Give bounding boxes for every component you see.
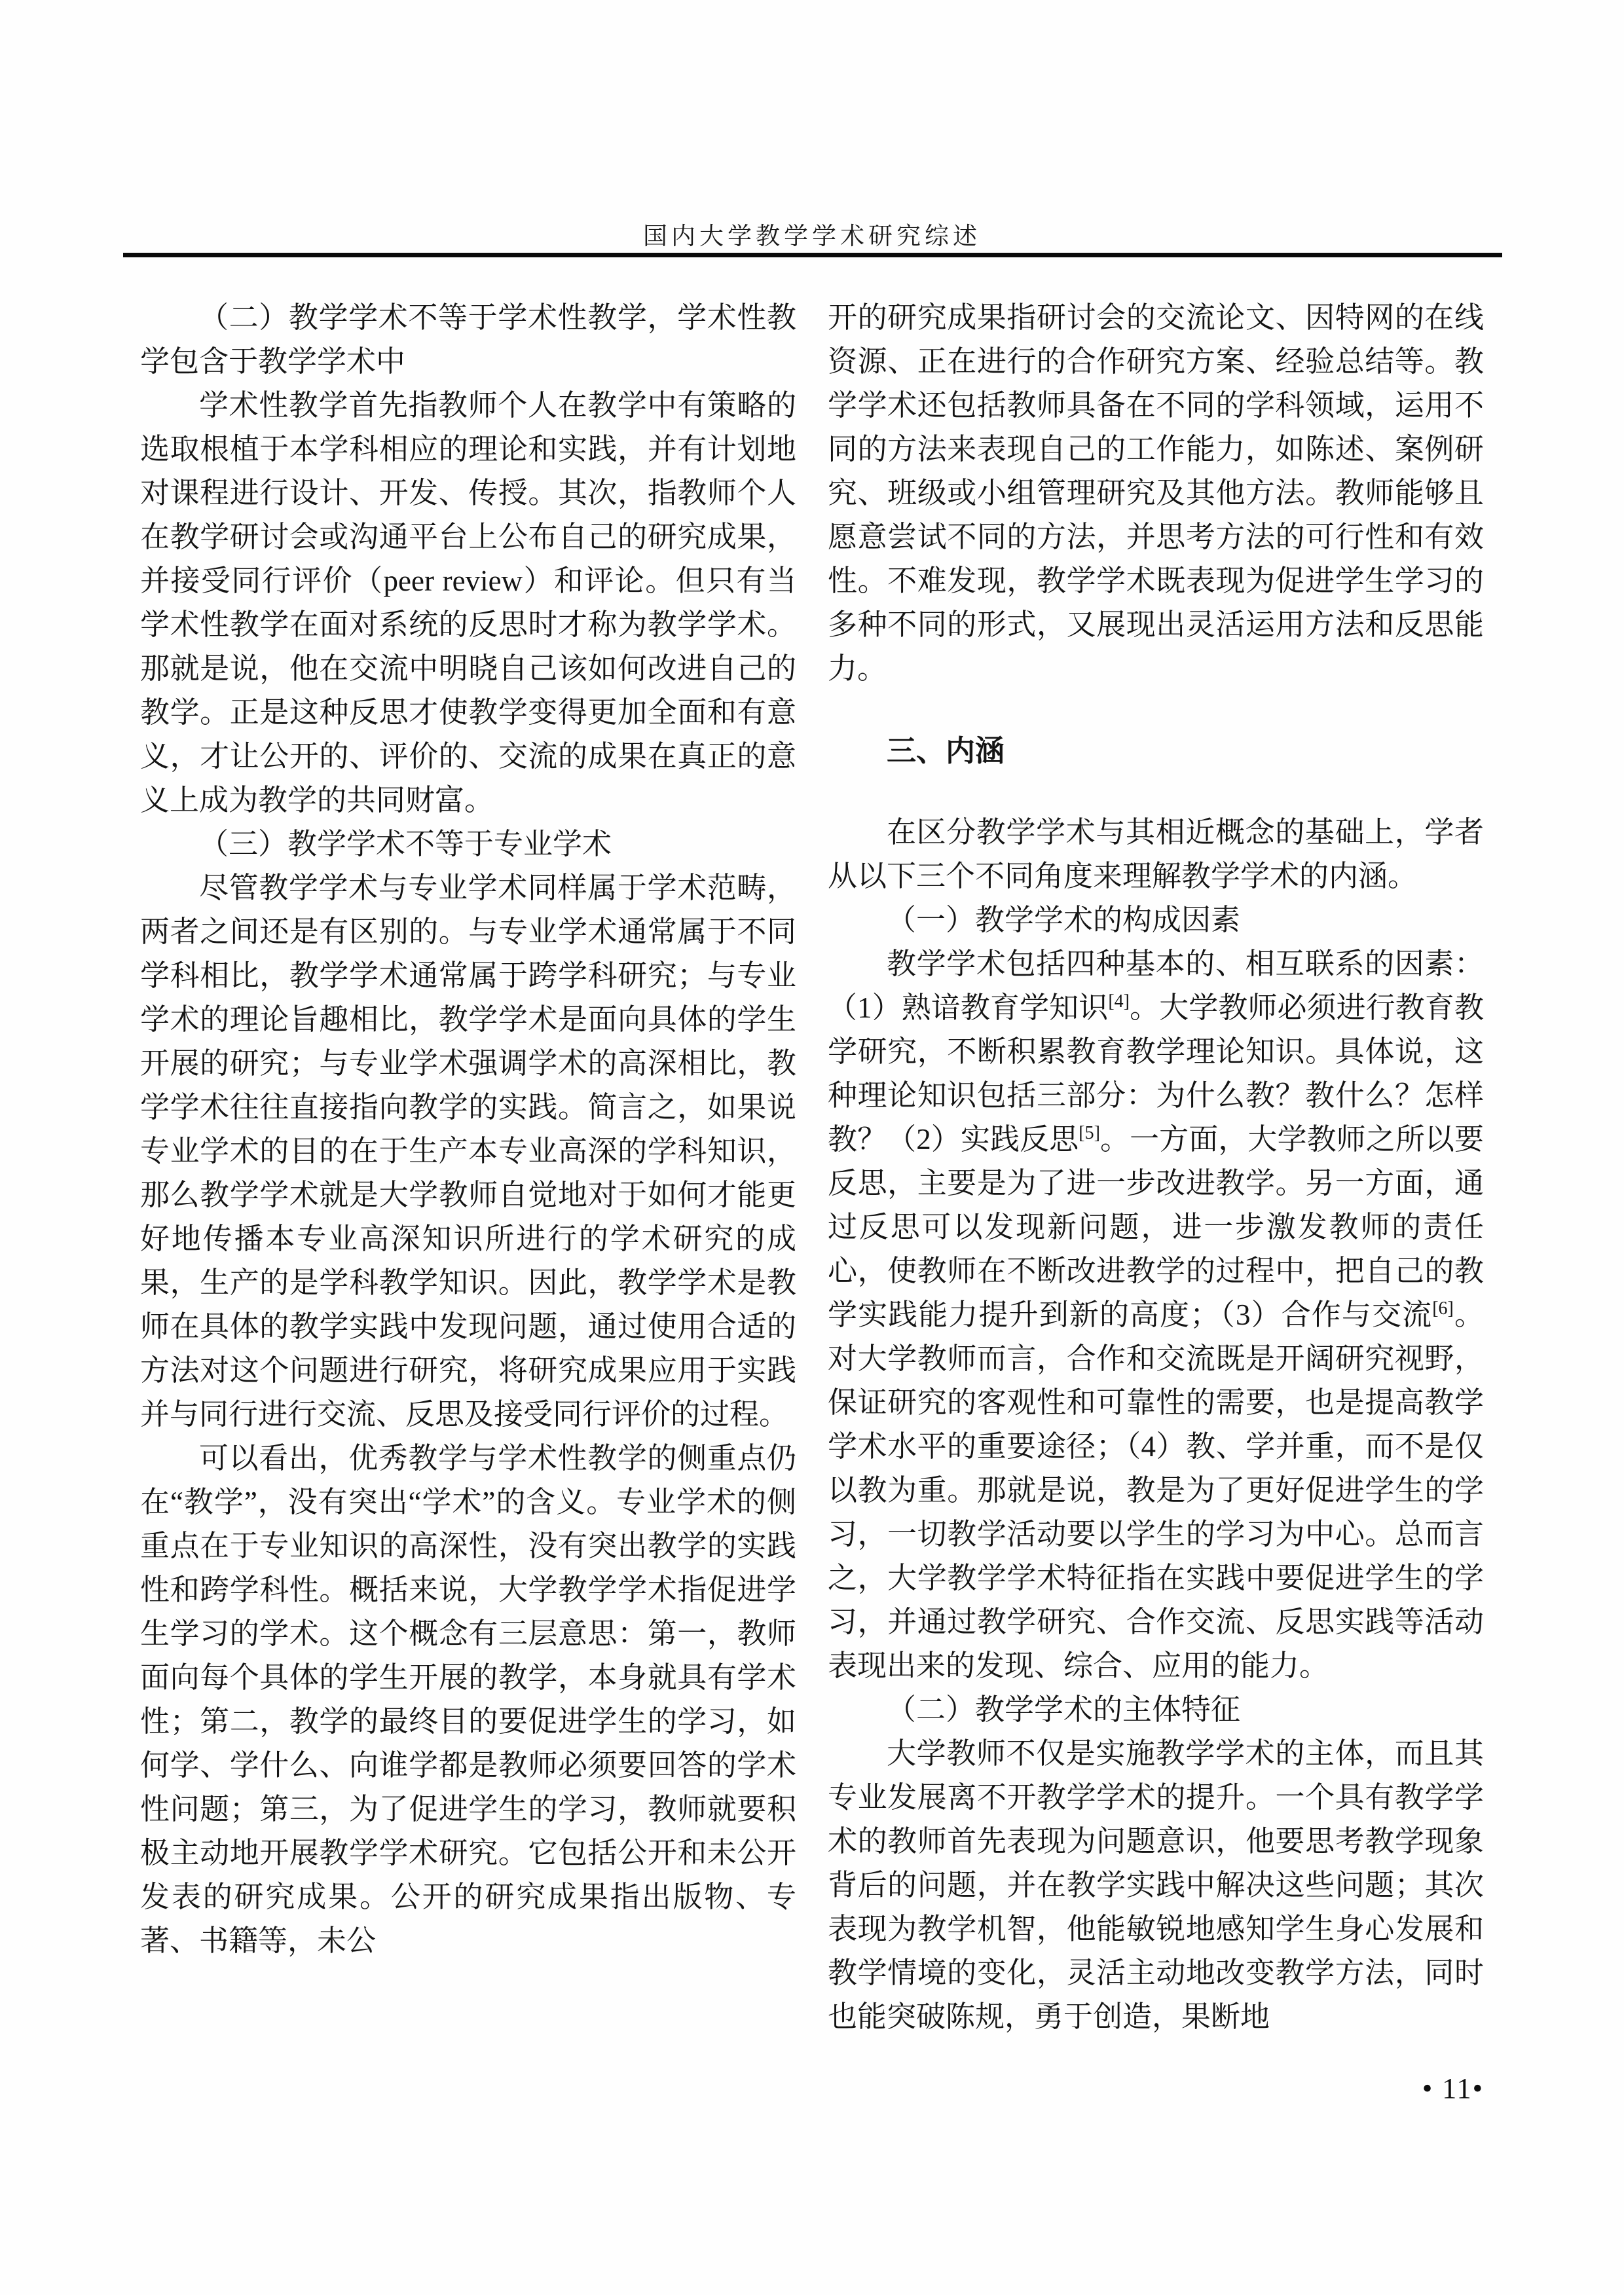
subheading-constituent-factors: （一）教学学术的构成因素 bbox=[887, 904, 1241, 936]
paragraph-teacher-as-subject: 大学教师不仅是实施教学学术的主体，而且其专业发展离不开教学学术的提升。一个具有教学学术的教师首先表现为问题意识，他要思考教学现象背后的问题，并在教学实践中解决这些问题；其次表现为教学机智，他能敏锐地感知学生身心发展和教学情境的变化，灵活主动地改变教学方法，同时也能突破陈规，勇于创造，果断地 bbox=[828, 1737, 1484, 2033]
paragraph-summary-three-meanings: 可以看出，优秀教学与学术性教学的侧重点仍在“教学”，没有突出“学术”的含义。专业学术的侧重点在于专业知识的高深性，没有突出教学的实践性和跨学科性。概括来说，大学教学学术指促进学生学习的学术。这个概念有三层意思：第一，教师面向每个具体的学生开展的教学，本身就具有学术性；第二，教学的最终目的要促进学生的学习，如何学、学什么、向谁学都是教师必须要回答的学术性问题；第三，为了促进学生的学习，教师就要积极主动地开展教学学术研究。它包括公开和未公开发表的研究成果。公开的研究成果指出版物、专著、书籍等，未公 bbox=[140, 1442, 796, 1957]
subheading-not-equal-scholarly-teaching: （二）教学学术不等于学术性教学，学术性教学包含于教学学术中 bbox=[140, 301, 796, 378]
section-heading-connotation: 三、内涵 bbox=[887, 734, 1005, 767]
left-column bbox=[140, 296, 796, 1963]
paragraph-four-basic-factors: 教学学术包括四种基本的、相互联系的因素：（1）熟谙教育学知识[4]。大学教师必须进行教育教学研究，不断积累教育教学理论知识。具体说，这种理论知识包括三部分：为什么教？教什么？怎样教？（2）实践反思[5]。一方面，大学教师之所以要反思，主要是为了进一步改进教学。另一方面，通过反思可以发现新问题，进一步激发教师的责任心，使教师在不断改进教学的过程中，把自己的教学实践能力提升到新的高度；（3）合作与交流[6]。对大学教师而言，合作和交流既是开阔研究视野，保证研究的客观性和可靠性的需要，也是提高教学学术水平的重要途径；（4）教、学并重，而不是仅以教为重。那就是说，教是为了更好促进学生的学习，一切教学活动要以学生的学习为中心。总而言之，大学教学学术特征指在实践中要促进学生的学习，并通过教学研究、合作交流、反思实践等活动表现出来的发现、综合、应用的能力。 bbox=[828, 947, 1484, 1682]
paragraph-three-angles-intro: 在区分教学学术与其相近概念的基础上，学者从以下三个不同角度来理解教学学术的内涵。 bbox=[828, 816, 1484, 892]
subheading-not-equal-professional-scholarship: （三）教学学术不等于专业学术 bbox=[199, 828, 612, 860]
paragraph-professional-vs-teaching-scholarship: 尽管教学学术与专业学术同样属于学术范畴，两者之间还是有区别的。与专业学术通常属于不同学科相比，教学学术通常属于跨学科研究；与专业学术的理论旨趣相比，教学学术是面向具体的学生开展的研究；与专业学术强调学术的高深相比，教学学术往往直接指向教学的实践。简言之，如果说专业学术的目的在于生产本专业高深的学科知识，那么教学学术就是大学教师自觉地对于如何才能更好地传播本专业高深知识所进行的学术研究的成果，生产的是学科教学知识。因此，教学学术是教师在具体的教学实践中发现问题，通过使用合适的方法对这个问题进行研究，将研究成果应用于实践并与同行进行交流、反思及接受同行评价的过程。 bbox=[140, 872, 796, 1431]
paragraph-scholarly-teaching-definition: 学术性教学首先指教师个人在教学中有策略的选取根植于本学科相应的理论和实践，并有计划地对课程进行设计、开发、传授。其次，指教师个人在教学研讨会或沟通平台上公布自己的研究成果，并接受同行评价（peer review）和评论。但只有当学术性教学在面对系统的反思时才称为教学学术。那就是说，他在交流中明晓自己该如何改进自己的教学。正是这种反思才使教学变得更加全面和有意义，才让公开的、评价的、交流的成果在真正的意义上成为教学的共同财富。 bbox=[140, 389, 796, 817]
paragraph-public-results-continuation: 开的研究成果指研讨会的交流论文、因特网的在线资源、正在进行的合作研究方案、经验总结等。教学学术还包括教师具备在不同的学科领域，运用不同的方法来表现自己的工作能力，如陈述、案例研究、班级或小组管理研究及其他方法。教师能够且愿意尝试不同的方法，并思考方法的可行性和有效性。不难发现，教学学术既表现为促进学生学习的多种不同的形式，又展现出灵活运用方法和反思能力。 bbox=[828, 301, 1484, 685]
header-rule bbox=[123, 253, 1502, 257]
subheading-subject-characteristics: （二）教学学术的主体特征 bbox=[887, 1693, 1241, 1726]
running-head: 国内大学教学学术研究综述 bbox=[643, 223, 981, 250]
right-column bbox=[828, 296, 1484, 2039]
page-number: • 11• bbox=[1422, 2072, 1484, 2104]
